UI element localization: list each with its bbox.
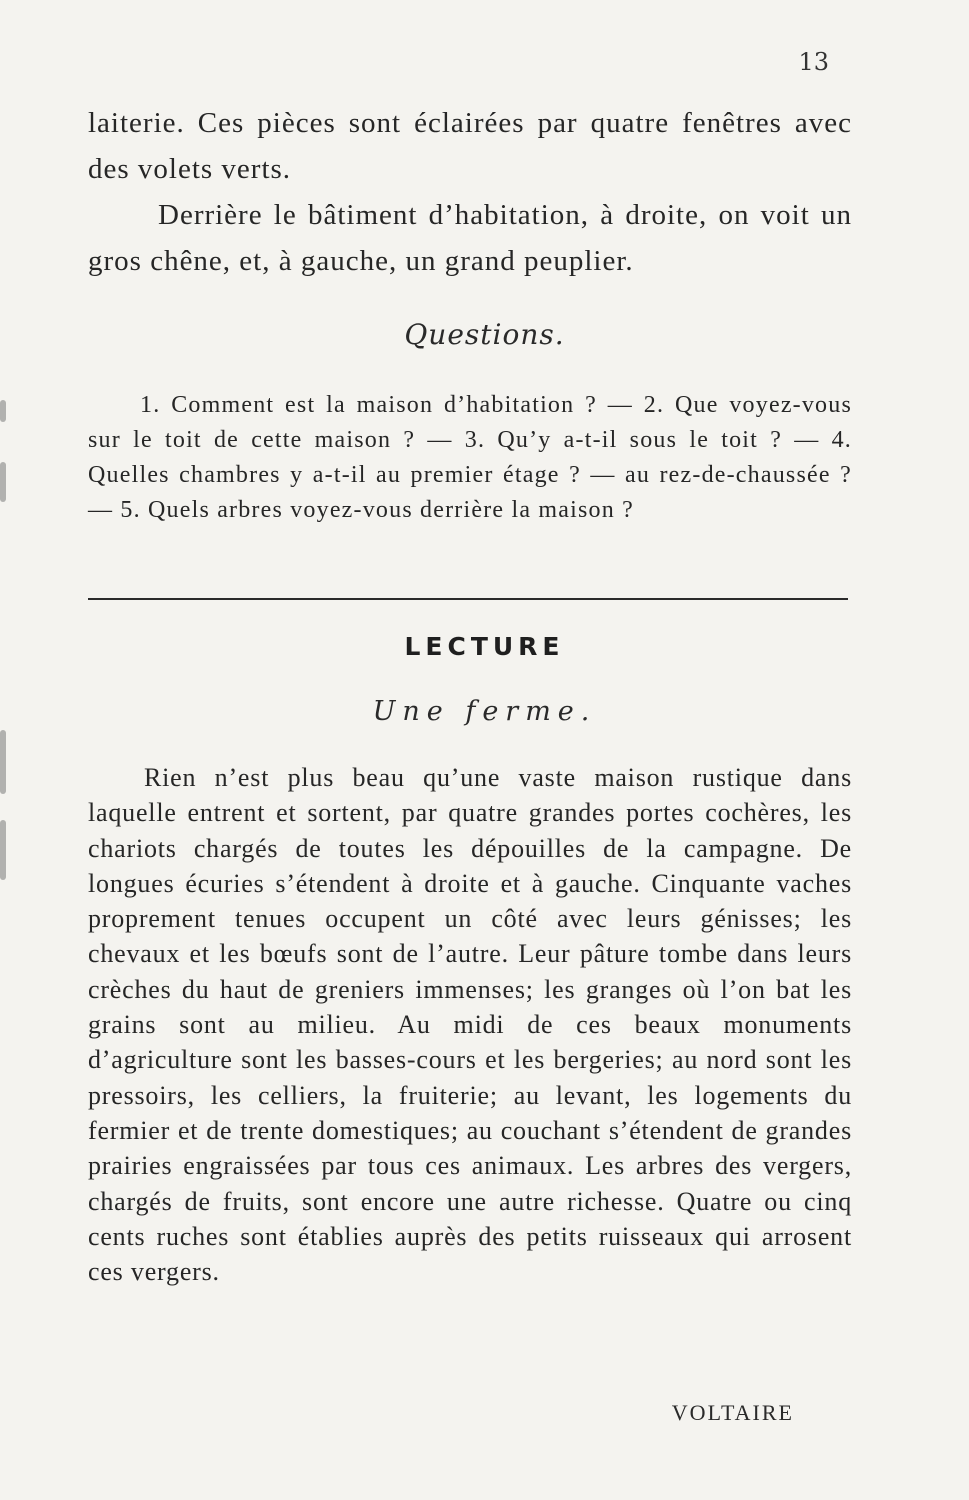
reading-body (88, 760, 852, 1289)
margin-mark (0, 730, 6, 794)
questions-body (88, 388, 852, 528)
questions-heading: Questions. (404, 318, 565, 351)
margin-mark (0, 400, 6, 422)
reading-text: Rien n’est plus beau qu’une vaste maison rustique dans laquelle entrent et sortent, par quatre grandes portes cochères, les chariots chargés de toutes les dépouilles de la campagne. De longues écuries s’étendent à droite et à gauche. Cinquante vaches proprement tenues occupent un côté avec leurs génisses; les chevaux et les bœufs sont de l’autre. Leur pâture tombe dans leurs crèches du haut de greniers immenses; les granges où l’on bat les grains sont au milieu. Au midi de ces beaux monuments d’agriculture sont les basses-cours et les bergeries; au nord sont les pressoirs, les celliers, la fruiterie; au levant, les logements du fermier et de trente domestiques; au couchant s’étendent de grandes prairies engraissées par tous ces animaux. Les arbres des vergers, chargés de fruits, sont encore une autre richesse. Quatre ou cinq cents ruches sont établies auprès des petits ruisseaux qui arrosent ces vergers. (88, 763, 852, 1287)
author-name: VOLTAIRE (671, 1400, 794, 1425)
page-number: 13 (798, 48, 829, 76)
intro-text (88, 100, 852, 284)
section-divider (88, 598, 848, 600)
intro-paragraph: laiterie. Ces pièces sont éclairées par quatre fenêtres avec des volets verts. (88, 107, 852, 185)
questions-text: 1. Comment est la maison d’habitation ? — 2. Que voyez-vous sur le toit de cette maison ? — 3. Qu’y a-t-il sous le toit ? — 4. Quelles chambres y a-t-il au premier étage ? — au rez-de-chaussée ? — 5. Quels arbres voyez-vous derrière la maison ? (88, 392, 852, 523)
intro-paragraph: Derrière le bâtiment d’habitation, à droite, on voit un gros chêne, et, à gauche, un grand peuplier. (88, 199, 852, 277)
reading-title: Une ferme. (372, 696, 597, 727)
margin-mark (0, 462, 6, 502)
section-title: LECTURE (404, 632, 565, 661)
margin-mark (0, 820, 6, 880)
